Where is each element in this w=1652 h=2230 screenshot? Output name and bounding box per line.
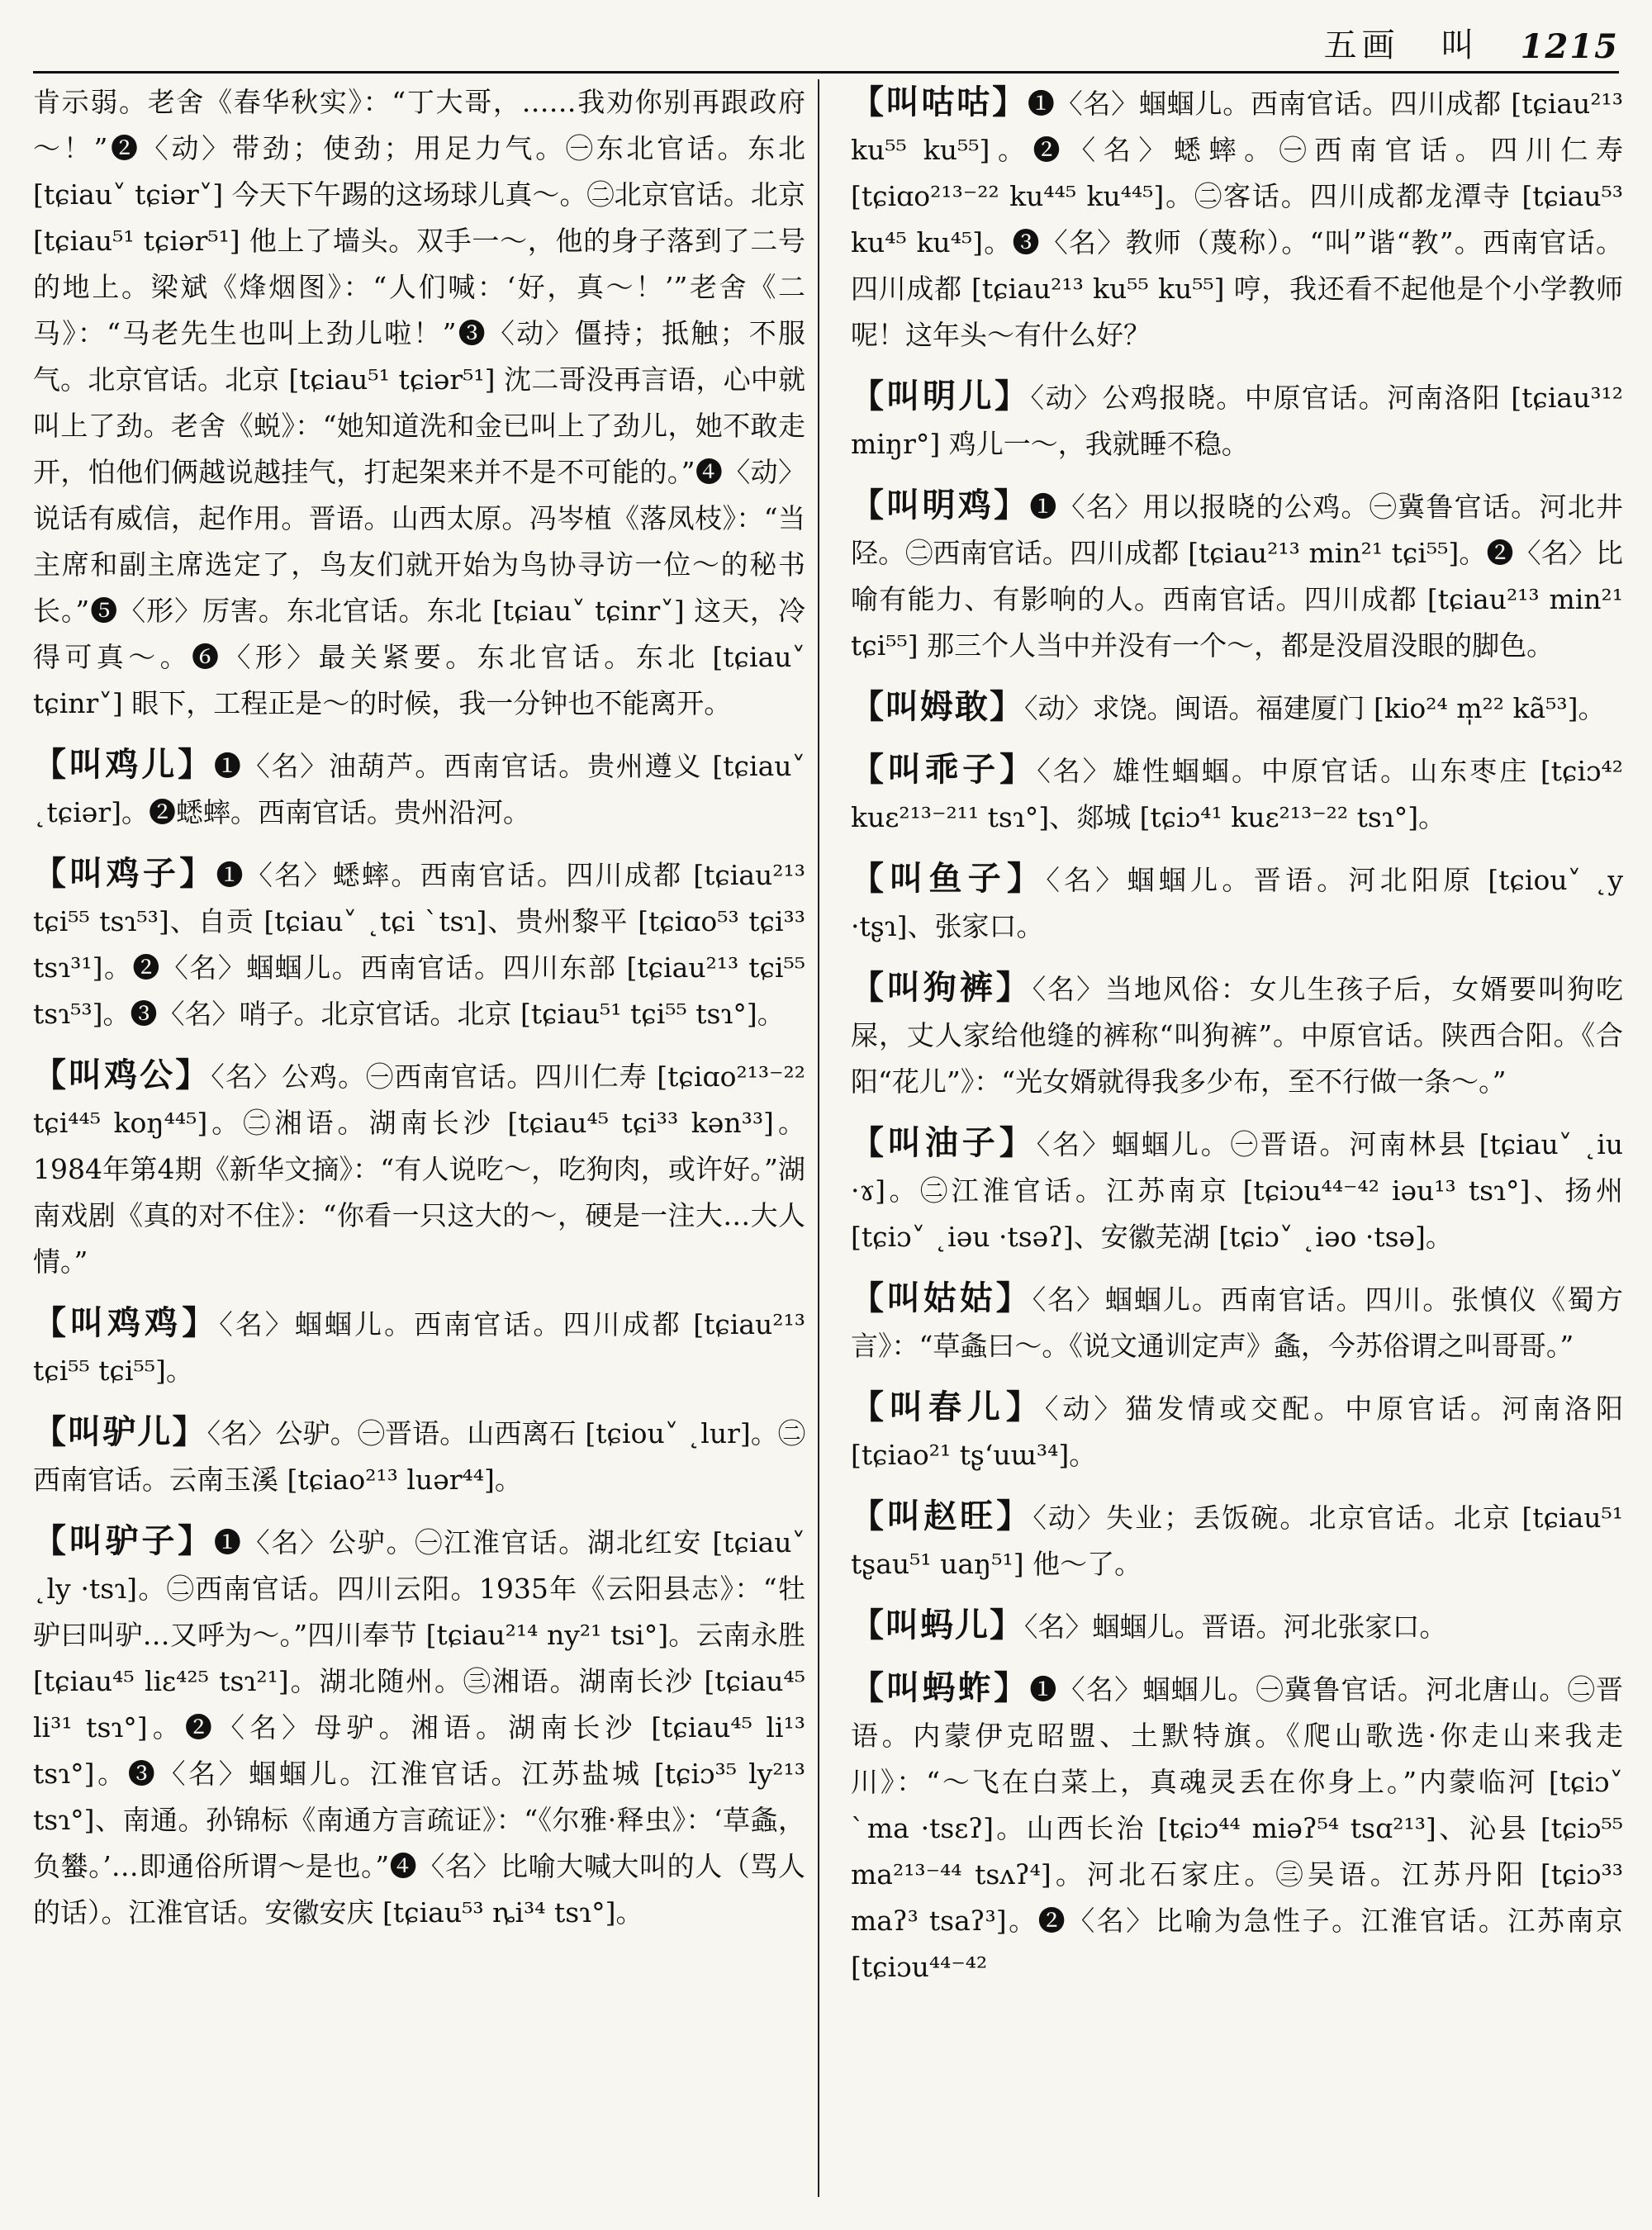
entry-definition: ❶〈名〉蝈蝈儿。㊀冀鲁官话。河北唐山。㊁晋语。内蒙伊克昭盟、土默特旗。《爬山歌选·你走山来我走川》：“～飞在白菜上，真魂灵丢在你身上。”内蒙临河 [tɕiɔ˅ ˋma ·tsɛʔ]。山西长治 [tɕiɔ⁴⁴ miəʔ⁵⁴ tsɑ²¹³]、沁县 [tɕiɔ⁵⁵ ma²¹³⁻⁴⁴ tsʌʔ⁴]。河北石家庄。㊂吴语。江苏丹阳 [tɕiɔ³³ maʔ³ tsaʔ³]。❷〈名〉比喻为急性子。江淮官话。江苏南京 [tɕiɔu⁴⁴⁻⁴²: [851, 1673, 1624, 1983]
dictionary-entry: [851, 965, 1623, 1105]
dictionary-entry: [851, 1275, 1623, 1369]
entry-headword: 【叫蚂儿】: [851, 1606, 1024, 1644]
entry-headword: 【叫鱼子】: [851, 859, 1047, 898]
entry-headword: 【叫赵旺】: [851, 1497, 1033, 1535]
entry-definition: 〈名〉蝈蝈儿。西南官话。四川成都 [tɕiau²¹³ tɕi⁵⁵ tɕi⁵⁵]。: [33, 1308, 805, 1387]
entry-headword: 【叫鸡儿】: [33, 745, 214, 784]
dictionary-entry: [33, 1300, 805, 1394]
entry-definition: 〈名〉蝈蝈儿。㊀晋语。河南林县 [tɕiau˅ ˛iu ·ɤ]。㊁江淮官话。江苏南京 [tɕiɔu⁴⁴⁻⁴² iəu¹³ tsɿ°]、扬州 [tɕiɔ˅ ˛iəu ·tsəʔ]、安徽芜湖 [tɕiɔ˅ ˛iəo ·tsə]。: [851, 1128, 1623, 1253]
entry-headword: 【叫驴儿】: [33, 1412, 207, 1451]
entry-definition: 〈名〉雄性蝈蝈。中原官话。山东枣庄 [tɕiɔ⁴² kuɛ²¹³⁻²¹¹ tsɿ°]、郯城 [tɕiɔ⁴¹ kuɛ²¹³⁻²² tsɿ°]。: [851, 755, 1624, 833]
entry-headword: 【叫明儿】: [851, 377, 1031, 415]
entry-definition: 〈动〉猫发情或交配。中原官话。河南洛阳 [tɕiao²¹ tʂʻuɯ³⁴]。: [851, 1393, 1624, 1471]
running-header: [33, 17, 1619, 74]
entry-headword: 【叫乖子】: [851, 750, 1037, 789]
entry-definition: 〈名〉蝈蝈儿。西南官话。四川。张慎仪《蜀方言》：“草螽曰～。《说文通训定声》螽，今苏俗谓之叫哥哥。”: [851, 1283, 1624, 1362]
dictionary-entry: [33, 742, 805, 836]
section-label: 五画: [1323, 26, 1400, 64]
entry-definition: 〈名〉当地风俗：女儿生孩子后，女婿要叫狗吃屎，丈人家给他缝的裤称“叫狗裤”。中原官话。陕西合阳。《合阳“花儿”》：“光女婿就得我多少布，至不行做一条～。”: [851, 973, 1624, 1098]
entry-definition: ❶〈名〉油葫芦。西南官话。贵州遵义 [tɕiau˅ ˛tɕiər]。❷蟋蟀。西南官话。贵州沿河。: [33, 750, 806, 828]
right-column: [851, 79, 1623, 2005]
dictionary-entry: [851, 482, 1623, 669]
entry-headword: 【叫蚂蚱】: [851, 1668, 1030, 1707]
header-headword: 叫: [1441, 26, 1479, 64]
dictionary-entry: [33, 1409, 805, 1503]
entry-headword: 【叫鸡鸡】: [33, 1303, 220, 1342]
dictionary-entry: [851, 747, 1623, 841]
entry-definition: 〈名〉公驴。㊀晋语。山西离石 [tɕiou˅ ˛lur]。㊁西南官话。云南玉溪 [tɕiao²¹³ luər⁴⁴]。: [33, 1417, 806, 1496]
dictionary-entry: [851, 856, 1623, 950]
entry-headword: 【叫油子】: [851, 1123, 1037, 1162]
entry-definition: 〈动〉失业；丢饭碗。北京官话。北京 [tɕiau⁵¹ tʂau⁵¹ uaŋ⁵¹] 他～了。: [851, 1502, 1623, 1580]
entry-definition: 〈动〉公鸡报晓。中原官话。河南洛阳 [tɕiau³¹² miŋr°] 鸡儿一～，我就睡不稳。: [851, 382, 1624, 460]
continued-entry-text: 肯示弱。老舍《春华秋实》：“丁大哥，……我劝你别再跟政府～！”❷〈动〉带劲；使劲；用足力气。㊀东北官话。东北 [tɕiau˅ tɕiər˅] 今天下午踢的这场球儿真～。㊁北京官话。北京 [tɕiau⁵¹ tɕiər⁵¹] 他上了墙头。双手一～，他的身子落到了二号的地上。梁斌《烽烟图》：“人们喊：‘好，真～！’”老舍《二马》：“马老先生也叫上劲儿啦！”❸〈动〉僵持；抵触；不服气。北京官话。北京 [tɕiau⁵¹ tɕiər⁵¹] 沈二哥没再言语，心中就叫上了劲。老舍《蜕》：“她知道洗和金已叫上了劲儿，她不敢走开，怕他们俩越说越挂气，打起架来并不是不可能的。”❹〈动〉说话有威信，起作用。晋语。山西太原。冯岑植《落凤枝》：“当主席和副主席选定了，鸟友们就开始为鸟协寻访一位～的秘书长。”❺〈形〉厉害。东北官话。东北 [tɕiau˅ tɕinr˅] 这天，冷得可真～。❻〈形〉最关紧要。东北官话。东北 [tɕiau˅ tɕinr˅] 眼下，工程正是～的时候，我一分钟也不能离开。: [33, 86, 805, 719]
column-divider: [818, 79, 819, 2197]
entry-definition: 〈名〉蝈蝈儿。晋语。河北张家口。: [1024, 1611, 1447, 1643]
entry-definition: ❶〈名〉蟋蟀。西南官话。四川成都 [tɕiau²¹³ tɕi⁵⁵ tsɿ⁵³]、自贡 [tɕiau˅ ˛tɕi ˋtsɿ]、贵州黎平 [tɕiɑo⁵³ tɕi³³ tsɿ³¹]。❷〈名〉蝈蝈儿。西南官话。四川东部 [tɕiau²¹³ tɕi⁵⁵ tsɿ⁵³]。❸〈名〉哨子。北京官话。北京 [tɕiau⁵¹ tɕi⁵⁵ tsɿ°]。: [33, 859, 805, 1030]
entry-headword: 【叫姆敢】: [851, 687, 1024, 726]
entry-headword: 【叫姑姑】: [851, 1279, 1032, 1317]
dictionary-entry: [851, 684, 1623, 732]
entry-headword: 【叫咕咕】: [851, 83, 1028, 121]
dictionary-entry: [33, 1518, 805, 1936]
dictionary-entry: [851, 373, 1623, 467]
entry-definition: ❶〈名〉公驴。㊀江淮官话。湖北红安 [tɕiau˅ ˛ly ·tsɿ]。㊁西南官话。四川云阳。1935年《云阳县志》：“牡驴曰叫驴…又呼为～。”四川奉节 [tɕiau²¹⁴ ny²¹ tsi°]。云南永胜 [tɕiau⁴⁵ liɛ⁴²⁵ tsɿ²¹]。湖北随州。㊂湘语。湖南长沙 [tɕiau⁴⁵ li³¹ tsɿ°]。❷〈名〉母驴。湘语。湖南长沙 [tɕiau⁴⁵ li¹³ tsɿ°]。❸〈名〉蝈蝈儿。江淮官话。江苏盐城 [tɕiɔ³⁵ ly²¹³ tsɿ°]、南通。孙锦标《南通方言疏证》：“《尔雅·释虫》：‘草螽，负蠜。’…即通俗所谓～是也。”❹〈名〉比喻大喊大叫的人（骂人的话）。江淮官话。安徽安庆 [tɕiau⁵³ ȵi³⁴ tsɿ°]。: [33, 1526, 806, 1929]
left-column: [33, 79, 805, 1951]
dictionary-entry: [851, 79, 1623, 358]
dictionary-entry: [33, 851, 805, 1037]
dictionary-entry: [851, 1384, 1623, 1478]
entry-definition: ❶〈名〉蝈蝈儿。西南官话。四川成都 [tɕiau²¹³ ku⁵⁵ ku⁵⁵]。❷〈名〉蟋蟀。㊀西南官话。四川仁寿 [tɕiɑo²¹³⁻²² ku⁴⁴⁵ ku⁴⁴⁵]。㊁客话。四川成都龙潭寺 [tɕiau⁵³ ku⁴⁵ ku⁴⁵]。❸〈名〉教师（蔑称）。“叫”谐“教”。西南官话。四川成都 [tɕiau²¹³ ku⁵⁵ ku⁵⁵] 哼，我还看不起他是个小学教师呢！这年头～有什么好？: [851, 88, 1624, 351]
dictionary-entry: [851, 1665, 1623, 1990]
dictionary-entry: [851, 1120, 1623, 1260]
dictionary-entry: [851, 1493, 1623, 1587]
entry-headword: 【叫春儿】: [851, 1388, 1045, 1426]
entry-headword: 【叫狗裤】: [851, 968, 1032, 1007]
entry-definition: ❶〈名〉用以报晓的公鸡。㊀冀鲁官话。河北井陉。㊁西南官话。四川成都 [tɕiau²¹³ min²¹ tɕi⁵⁵]。❷〈名〉比喻有能力、有影响的人。西南官话。四川成都 [tɕiau²¹³ min²¹ tɕi⁵⁵] 那三个人当中并没有一个～，都是没眉没眼的脚色。: [851, 491, 1624, 662]
entry-headword: 【叫鸡子】: [33, 854, 216, 893]
entry-headword: 【叫鸡公】: [33, 1056, 211, 1094]
dictionary-entry: [851, 1602, 1623, 1650]
entry-definition: 〈名〉公鸡。㊀西南官话。四川仁寿 [tɕiɑo²¹³⁻²² tɕi⁴⁴⁵ koŋ⁴⁴⁵]。㊁湘语。湖南长沙 [tɕiau⁴⁵ tɕi³³ kən³³]。1984年第4期《新华文摘》：“有人说吃～，吃狗肉，或许好。”湖南戏剧《真的对不住》：“你看一只这大的～，硬是一注大…大人情。”: [33, 1060, 806, 1278]
entry-headword: 【叫明鸡】: [851, 486, 1030, 524]
dictionary-entry: [33, 1052, 805, 1285]
entry-definition: 〈动〉求饶。闽语。福建厦门 [kio²⁴ m̩²² kã⁵³]。: [1024, 692, 1606, 724]
entry-headword: 【叫驴子】: [33, 1521, 214, 1560]
entry-definition: 〈名〉蝈蝈儿。晋语。河北阳原 [tɕiou˅ ˛y ·tʂɿ]、张家口。: [851, 864, 1623, 942]
page-number: 1215: [1520, 27, 1619, 66]
